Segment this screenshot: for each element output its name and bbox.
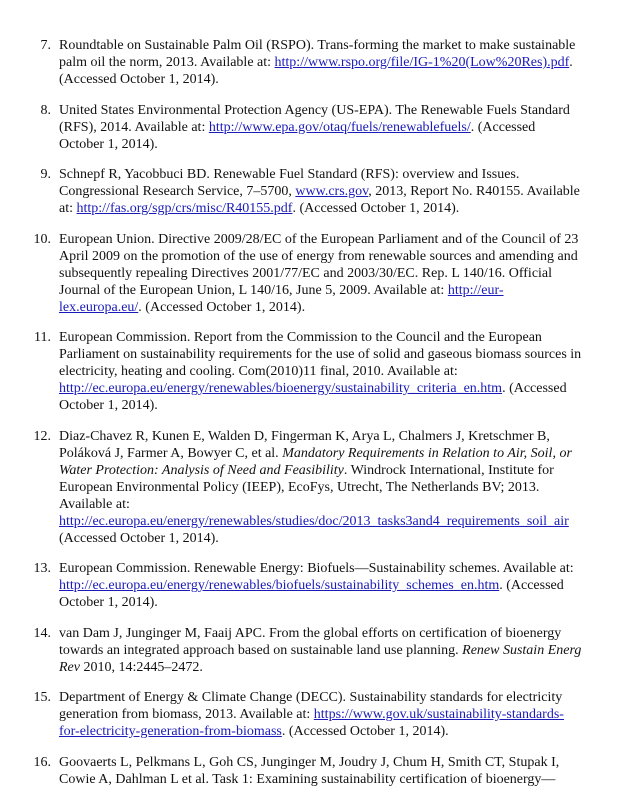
reference-number: 9. [40,167,51,182]
reference-text: European Commission. Renewable Energy: Biofuels—Sustainability schemes. Available at: http://ec.europa.eu/energy/renewables/biofuels/sustainability_schemes_en.htm. (Accessed October 1, 2014). [59,561,574,610]
reference-number: 14. [33,625,51,641]
reference-text: van Dam J, Junginger M, Faaij APC. From the global efforts on certification of bioenergy towards an integrated approach based on sustainable land use planning. Renew Sustain Energ Rev 2010, 14:2445–2472. [59,625,582,675]
reference-link[interactable]: www.crs.gov [295,184,369,199]
reference-text: Roundtable on Sustainable Palm Oil (RSPO). Trans-forming the market to make sustainable palm oil the norm, 2013. Available at: http://www.rspo.org/file/IG-1%20(Low%20Res).pdf. (Accessed October 1, 2014). [59,38,576,87]
reference-number: 11. [34,330,51,345]
reference-title-italic: Mandatory Requirements in Relation to Air, Soil, or Water Protection: Analysis of Need and Feasibility [59,445,572,478]
reference-link[interactable]: http://ec.europa.eu/energy/renewables/bioenergy/sustainability_criteria_en.htm [59,381,503,396]
reference-item-11 [0,329,617,414]
reference-number: 16. [33,754,51,770]
reference-text: Goovaerts L, Pelkmans L, Goh CS, Junginger M, Joudry J, Chum H, Smith CT, Stupak I, Cowie A, Dahlman L et al. Task 1: Examining sustainability certification of bioenergy— [59,754,560,787]
reference-number: 7. [40,38,51,53]
reference-link[interactable]: http://www.rspo.org/file/IG-1%20(Low%20Res).pdf [274,55,570,70]
reference-item-8 [0,102,617,153]
reference-number: 8. [40,102,51,118]
reference-text: Schnepf R, Yacobbuci BD. Renewable Fuel Standard (RFS): overview and Issues. Congressional Research Service, 7–5700, www.crs.gov, 2013, Report No. R40155. Available at: http://fas.org/sgp/crs/misc/R40155.pdf. (Accessed October 1, 2014). [59,167,580,216]
reference-journal-italic: Renew Sustain Energ Rev [59,642,582,675]
reference-link[interactable]: http://fas.org/sgp/crs/misc/R40155.pdf [76,201,293,216]
reference-text: Diaz-Chavez R, Kunen E, Walden D, Fingerman K, Arya L, Chalmers J, Kretschmer B, Poláková J, Farmer A, Bowyer C, et al. Mandatory Requirements in Relation to Air, Soil, or Water Protection: Analysis of Need and Feasibility. Windrock International, Institute for European Environmental Policy (IEEP), EcoFys, Utrecht, The Netherlands BV; 2013. Available at: http://ec.europa.eu/energy/renewables/studies/doc/2013_tasks3and4_requirements_soil_air (Accessed October 1, 2014). [59,428,572,546]
reference-text: United States Environmental Protection Agency (US-EPA). The Renewable Fuels Standard (RFS), 2014. Available at: http://www.epa.gov/otaq/fuels/renewablefuels/. (Accessed October 1, 2014). [59,102,570,152]
reference-item-12 [0,428,617,547]
reference-list [0,37,617,800]
reference-item-7 [0,37,617,88]
reference-link[interactable]: http://eur-lex.europa.eu/ [59,282,504,315]
reference-link[interactable]: https://www.gov.uk/sustainability-standards-for-electricity-generation-from-biomass [59,707,564,739]
reference-text: European Union. Directive 2009/28/EC of the European Parliament and of the Council of 23 April 2009 on the promotion of the use of energy from renewable sources and amending and subsequently repealing Directives 2001/77/EC and 2003/30/EC. Rep. L 140/16. Official Journal of the European Union, L 140/16, June 5, 2009. Available at: http://eur-lex.europa.eu/. (Accessed October 1, 2014). [59,231,579,315]
reference-item-10 [0,231,617,316]
reference-item-16 [0,754,617,788]
reference-link[interactable]: http://ec.europa.eu/energy/renewables/studies/doc/2013_tasks3and4_requirements_soil_air [59,513,569,529]
reference-item-15 [0,689,617,740]
reference-number: 15. [33,690,51,705]
reference-item-14 [0,625,617,676]
reference-item-9 [0,166,617,217]
reference-number: 10. [33,231,51,247]
reference-text: Department of Energy & Climate Change (DECC). Sustainability standards for electricity generation from biomass, 2013. Available at: https://www.gov.uk/sustainability-standards-for-electricity-generation-from-biomass. (Accessed October 1, 2014). [59,690,564,739]
reference-item-13 [0,560,617,611]
reference-number: 12. [33,428,51,444]
reference-number: 13. [33,561,51,576]
reference-text: European Commission. Report from the Commission to the Council and the European Parliament on sustainability requirements for the use of solid and gaseous biomass sources in electricity, heating and cooling. Com(2010)11 final, 2010. Available at: http://ec.europa.eu/energy/renewables/bioenergy/sustainability_criteria_en.htm. (Accessed October 1, 2014). [59,330,582,413]
reference-link[interactable]: http://www.epa.gov/otaq/fuels/renewablefuels/ [208,119,471,135]
reference-link[interactable]: http://ec.europa.eu/energy/renewables/biofuels/sustainability_schemes_en.htm [59,578,500,593]
